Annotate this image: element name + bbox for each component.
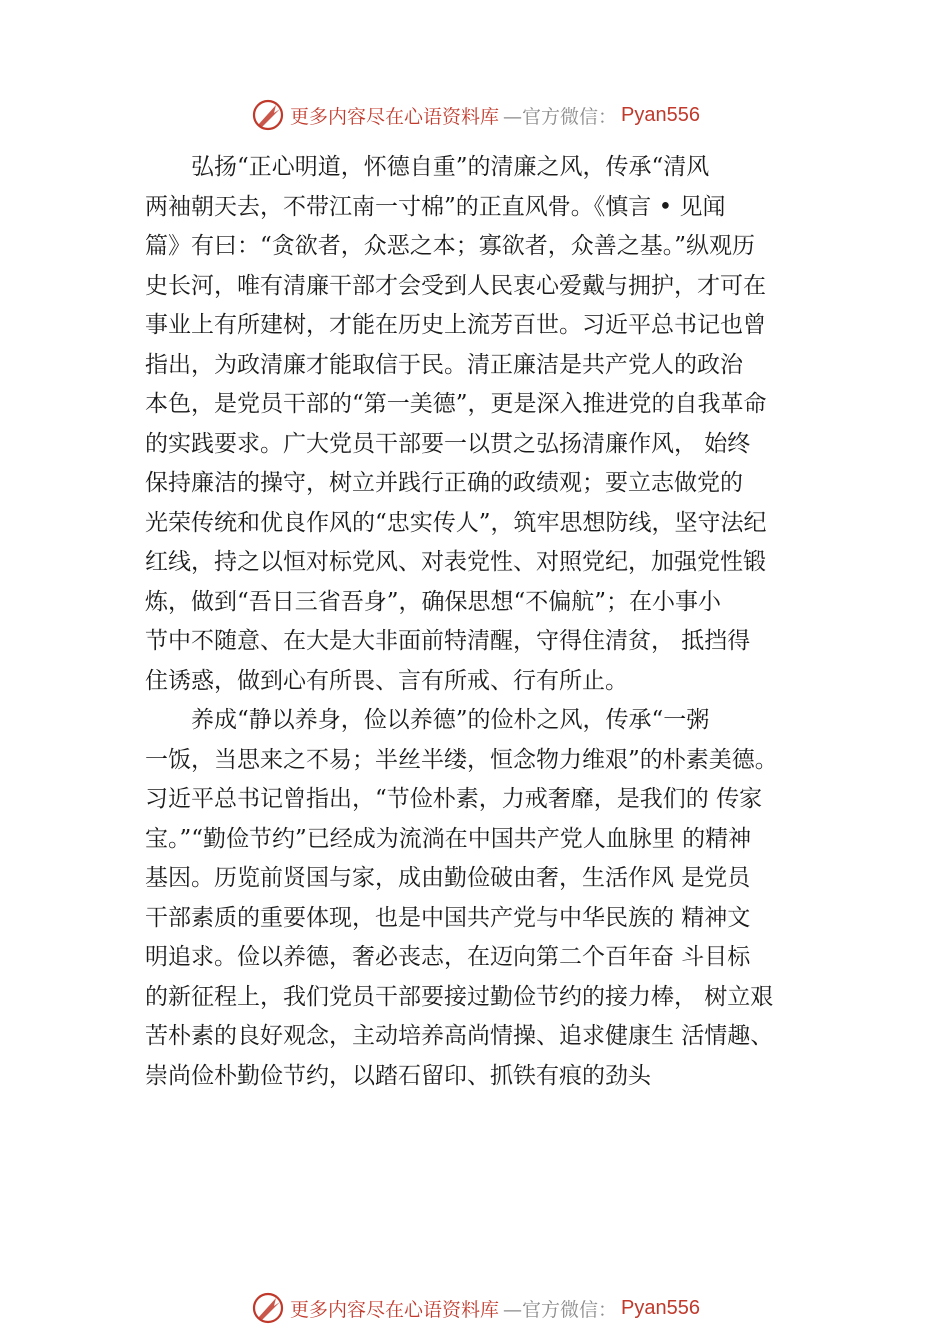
header-watermark <box>0 95 950 135</box>
document-body <box>145 148 845 1096</box>
text-line: 的新征程上，我们党员干部要接过勤俭节约的接力棒， 树立艰 <box>145 983 774 1010</box>
text-line: 本色，是党员干部的“第一美德”，更是深入推进党的自我革命 <box>145 391 767 417</box>
text-line: 弘扬“正心明道，怀德自重”的清廉之风，传承“清风 <box>191 154 710 180</box>
text-line: 节中不随意、在大是大非面前特清醒，守得住清贫， 抵挡得 <box>145 628 751 654</box>
text-line: 事业上有所建树，才能在历史上流芳百世。习近平总书记也曾 <box>145 312 766 338</box>
text-line: 住诱惑，做到心有所畏、言有所戒、行有所止。 <box>145 667 628 694</box>
text-line: 指出，为政清廉才能取信于民。清正廉洁是共产党人的政治 <box>145 351 743 378</box>
text-line: 的实践要求。广大党员干部要一以贯之弘扬清廉作风， 始终 <box>145 430 751 457</box>
paragraph-2 <box>145 701 845 1096</box>
text-line: 一饭，当思来之不易；半丝半缕，恒念物力维艰”的朴素美德。 <box>145 746 778 773</box>
text-line: 养成“静以养身，俭以养德”的俭朴之风，传承“一粥 <box>191 707 710 733</box>
quill-logo-icon <box>250 97 286 133</box>
quill-logo-icon <box>250 1290 286 1326</box>
watermark-library-text: 更多内容尽在心语资料库 <box>290 1298 500 1321</box>
watermark-wechat-id: Pyan556 <box>621 103 700 126</box>
text-line: 炼，做到“吾日三省吾身”，确保思想“不偏航”；在小事小 <box>145 588 722 615</box>
text-line: 崇尚俭朴勤俭节约，以踏石留印、抓铁有痕的劲头 <box>145 1062 651 1089</box>
text-line: 习近平总书记曾指出，“节俭朴素，力戒奢靡，是我们的 传家 <box>145 786 763 812</box>
text-line: 明追求。俭以养德，奢必丧志，在迈向第二个百年奋 斗目标 <box>145 944 751 970</box>
watermark-wechat-id: Pyan556 <box>621 1296 700 1319</box>
text-line: 基因。历览前贤国与家，成由勤俭破由奢，生活作风 是党员 <box>145 865 751 891</box>
watermark-wechat-label: —官方微信： <box>503 105 618 128</box>
watermark-wechat-label: —官方微信： <box>503 1298 618 1321</box>
text-line: 篇》有曰：“贪欲者，众恶之本；寡欲者，众善之基。”纵观历 <box>145 233 756 259</box>
text-line: 光荣传统和优良作风的“忠实传人”，筑牢思想防线，坚守法纪 <box>145 509 767 536</box>
paragraph-1 <box>145 148 845 701</box>
watermark-library-text: 更多内容尽在心语资料库 <box>290 105 500 128</box>
footer-watermark <box>0 1288 950 1328</box>
text-line: 两袖朝天去，不带江南一寸棉”的正直风骨。《慎言 • 见闻 <box>145 193 726 220</box>
text-line: 红线，持之以恒对标党风、对表党性、对照党纪，加强党性锻 <box>145 549 766 575</box>
text-line: 宝。”“勤俭节约”已经成为流淌在中国共产党人血脉里 的精神 <box>145 825 752 852</box>
text-line: 干部素质的重要体现，也是中国共产党与中华民族的 精神文 <box>145 904 751 931</box>
text-line: 苦朴素的良好观念，主动培养高尚情操、追求健康生 活情趣、 <box>145 1023 774 1049</box>
text-line: 史长河，唯有清廉干部才会受到人民衷心爱戴与拥护，才可在 <box>145 272 766 299</box>
text-line: 保持廉洁的操守，树立并践行正确的政绩观；要立志做党的 <box>145 470 743 496</box>
